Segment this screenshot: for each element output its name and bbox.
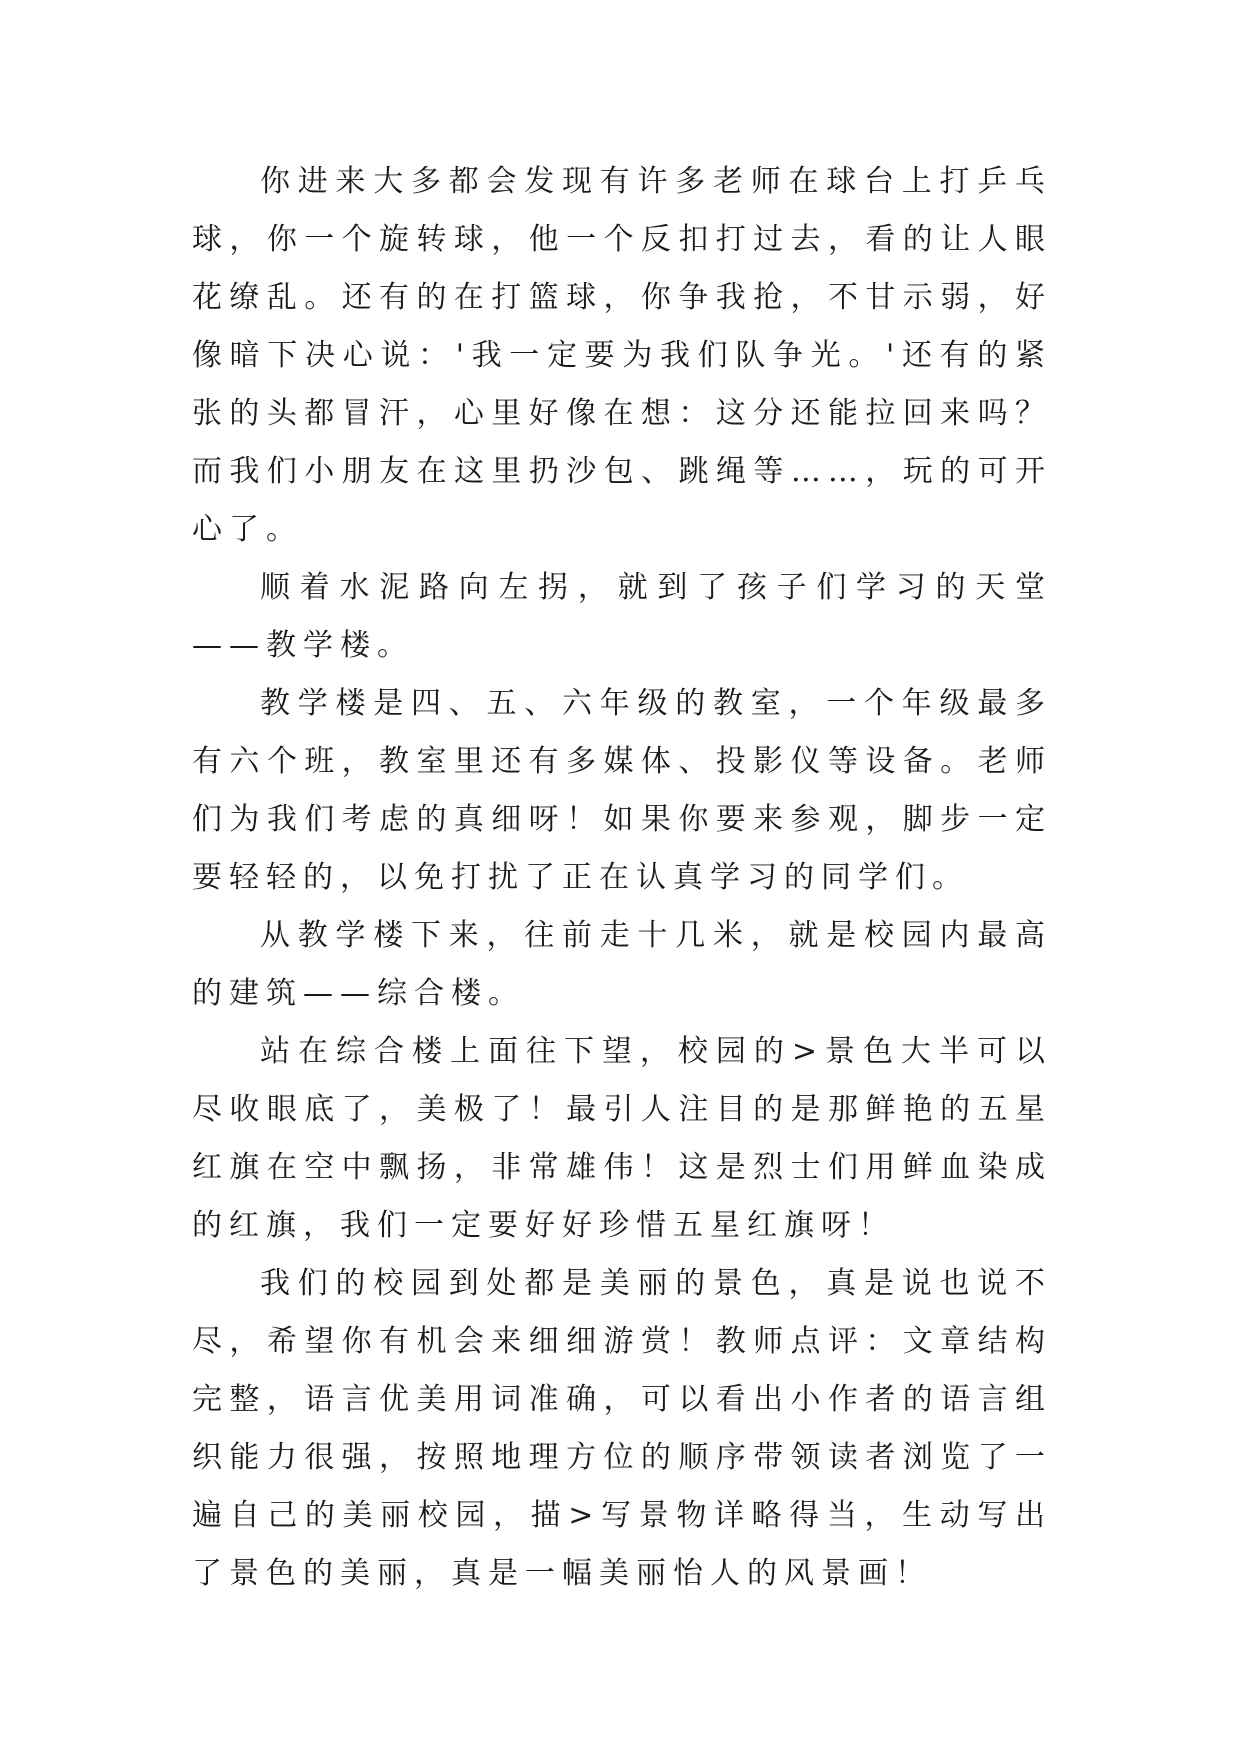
- paragraph-comprehensive-building: 从教学楼下来，往前走十几米，就是校园内最高的建筑——综合楼。: [192, 918, 1052, 1011]
- paragraph-teaching-building: 教学楼是四、五、六年级的教室，一个年级最多有六个班，教室里还有多媒体、投影仪等设备。老师们为我们考虑的真细呀！如果你要来参观，脚步一定要轻轻的，以免打扰了正在认真学习的同学们。: [192, 686, 1052, 895]
- paragraph-flag-view: 站在综合楼上面往下望，校园的>景色大半可以尽收眼底了，美极了！最引人注目的是那鲜艳的五星红旗在空中飘扬，非常雄伟！这是烈士们用鲜血染成的红旗，我们一定要好好珍惜五星红旗呀！: [192, 1034, 1052, 1243]
- paragraph-conclusion-teacher-comment: 我们的校园到处都是美丽的景色，真是说也说不尽，希望你有机会来细细游赏！教师点评：文章结构完整，语言优美用词准确，可以看出小作者的语言组织能力很强，按照地理方位的顺序带领读者浏览了一遍自己的美丽校园，描>写景物详略得当，生动写出了景色的美丽，真是一幅美丽怡人的风景画！: [192, 1266, 1052, 1591]
- paragraph-teaching-building-path: 顺着水泥路向左拐，就到了孩子们学习的天堂——教学楼。: [192, 570, 1052, 663]
- paragraph-pingpong: 你进来大多都会发现有许多老师在球台上打乒乓球，你一个旋转球，他一个反扣打过去，看的让人眼花缭乱。还有的在打篮球，你争我抢，不甘示弱，好像暗下决心说：'我一定要为我们队争光。'还有的紧张的头都冒汗，心里好像在想：这分还能拉回来吗？而我们小朋友在这里扔沙包、跳绳等……，玩的可开心了。: [192, 164, 1052, 547]
- essay-body: [192, 153, 1052, 1603]
